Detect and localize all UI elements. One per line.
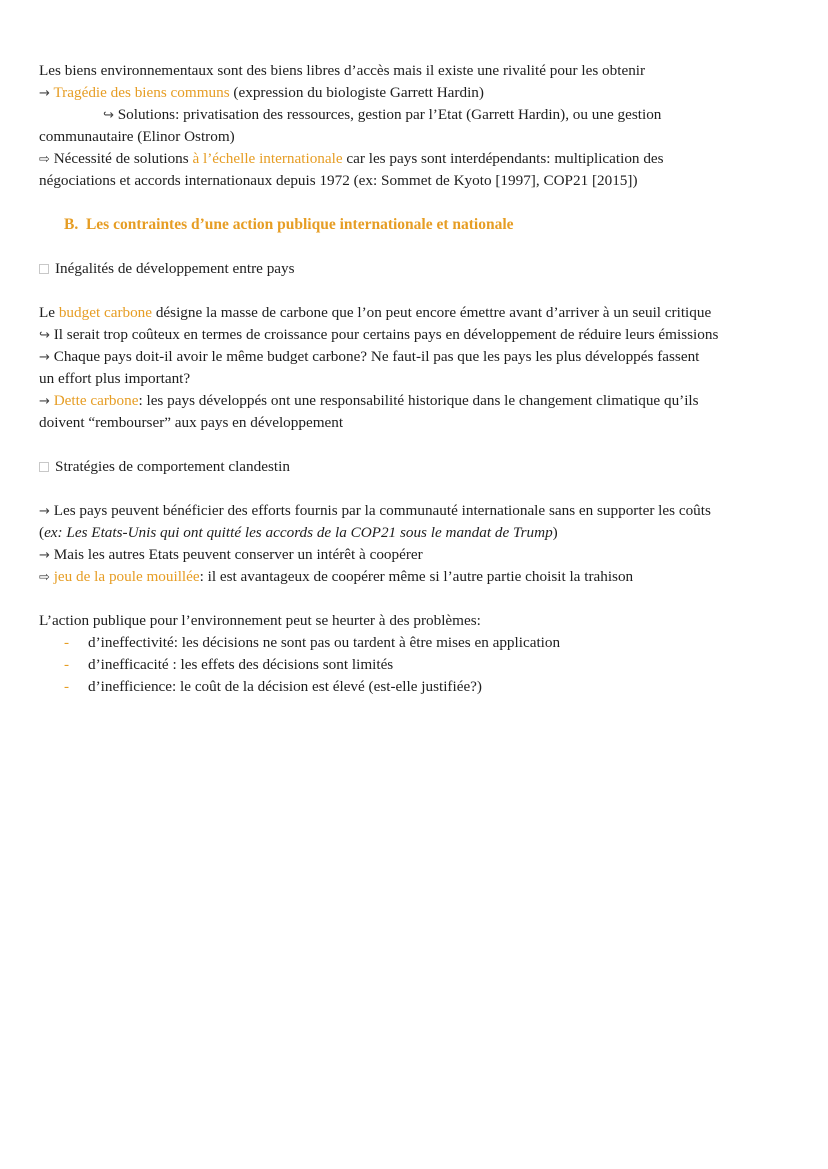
paragraph-line: Les biens environnementaux sont des biens libres d’accès mais il existe une rivalité pour les obtenir: [39, 62, 646, 79]
highlight-term: Dette carbone: [53, 392, 139, 409]
list-item: [64, 632, 560, 654]
paragraph-text: : les pays développés ont une responsabilité historique dans le changement climatique qu’ils: [138, 392, 699, 409]
italic-example: ex: Les Etats-Unis qui ont quitté les accords de la COP21 sous le mandat de Trump: [44, 524, 553, 541]
paragraph-line: doivent “rembourser” aux pays en développement: [39, 414, 344, 431]
paragraph-text: Le: [39, 304, 59, 321]
paragraph-line: communautaire (Elinor Ostrom): [39, 128, 235, 145]
paragraph-line: [103, 104, 661, 127]
highlight-term: à l’échelle internationale: [192, 150, 343, 167]
paragraph-line: [39, 500, 711, 523]
section-label: B.: [64, 216, 79, 233]
paragraph-line: [39, 302, 711, 324]
highlight-term: jeu de la poule mouillée: [53, 568, 200, 585]
paragraph-text: désigne la masse de carbone que l’on peut encore émettre avant d’arriver à un seuil critique: [152, 304, 712, 321]
arrow-icon: →: [39, 350, 50, 365]
paragraph-line: [39, 390, 699, 413]
section-heading: [64, 214, 514, 236]
paragraph-text: (: [39, 524, 45, 541]
arrow-icon: →: [39, 394, 50, 409]
item-heading: [39, 456, 290, 478]
section-title: Les contraintes d’une action publique internationale et nationale: [85, 216, 514, 233]
paragraph-line: [39, 544, 423, 567]
paragraph-line: [39, 566, 633, 589]
paragraph-line: [39, 148, 664, 171]
bullet-dash: -: [64, 656, 70, 673]
paragraph-line: négociations et accords internationaux depuis 1972 (ex: Sommet de Kyoto [1997], COP21 [2015]): [39, 172, 638, 189]
highlight-term: Tragédie des biens communs: [53, 84, 230, 101]
list-item-text: d’ineffectivité: les décisions ne sont pas ou tardent à être mises en application: [88, 634, 561, 651]
paragraph-line: [39, 82, 484, 105]
arrow-icon: →: [39, 86, 50, 101]
outline-arrow-icon: ⇨: [39, 152, 50, 167]
item-heading: [39, 258, 295, 280]
checkbox-icon: [39, 462, 49, 472]
paragraph-text: Nécessité de solutions: [53, 150, 193, 167]
paragraph-line: L’action publique pour l’environnement peut se heurter à des problèmes:: [39, 612, 481, 629]
paragraph-line: [39, 346, 699, 369]
paragraph-text: Les pays peuvent bénéficier des efforts fournis par la communauté internationale sans en supporter les coûts: [53, 502, 711, 519]
hook-arrow-icon: ↪: [103, 108, 114, 123]
arrow-icon: →: [39, 548, 50, 563]
arrow-icon: →: [39, 504, 50, 519]
bullet-dash: -: [64, 678, 70, 695]
item-title: Inégalités de développement entre pays: [55, 260, 295, 277]
paragraph-line: [39, 324, 718, 347]
paragraph-line: un effort plus important?: [39, 370, 191, 387]
paragraph-text: : il est avantageux de coopérer même si l’autre partie choisit la trahison: [199, 568, 634, 585]
list-item: [64, 676, 482, 698]
checkbox-icon: [39, 264, 49, 274]
bullet-dash: -: [64, 634, 70, 651]
list-item: [64, 654, 393, 676]
paragraph-text: car les pays sont interdépendants: multiplication des: [342, 150, 664, 167]
hook-arrow-icon: ↪: [39, 328, 50, 343]
paragraph-text: Il serait trop coûteux en termes de croissance pour certains pays en développement de réduire leurs émissions: [53, 326, 719, 343]
highlight-term: budget carbone: [58, 304, 153, 321]
outline-arrow-icon: ⇨: [39, 570, 50, 585]
paragraph-line: [39, 522, 558, 544]
paragraph-text: Mais les autres Etats peuvent conserver un intérêt à coopérer: [53, 546, 423, 563]
list-item-text: d’inefficience: le coût de la décision est élevé (est-elle justifiée?): [88, 678, 482, 695]
paragraph-text: ): [552, 524, 558, 541]
paragraph-text: Chaque pays doit-il avoir le même budget carbone? Ne faut-il pas que les pays les plus développés fassent: [53, 348, 700, 365]
item-title: Stratégies de comportement clandestin: [55, 458, 290, 475]
list-item-text: d’inefficacité : les effets des décisions sont limités: [88, 656, 394, 673]
paragraph-text: Solutions: privatisation des ressources, gestion par l’Etat (Garrett Hardin), ou une gestion: [117, 106, 662, 123]
paragraph-text: (expression du biologiste Garrett Hardin): [229, 84, 484, 101]
